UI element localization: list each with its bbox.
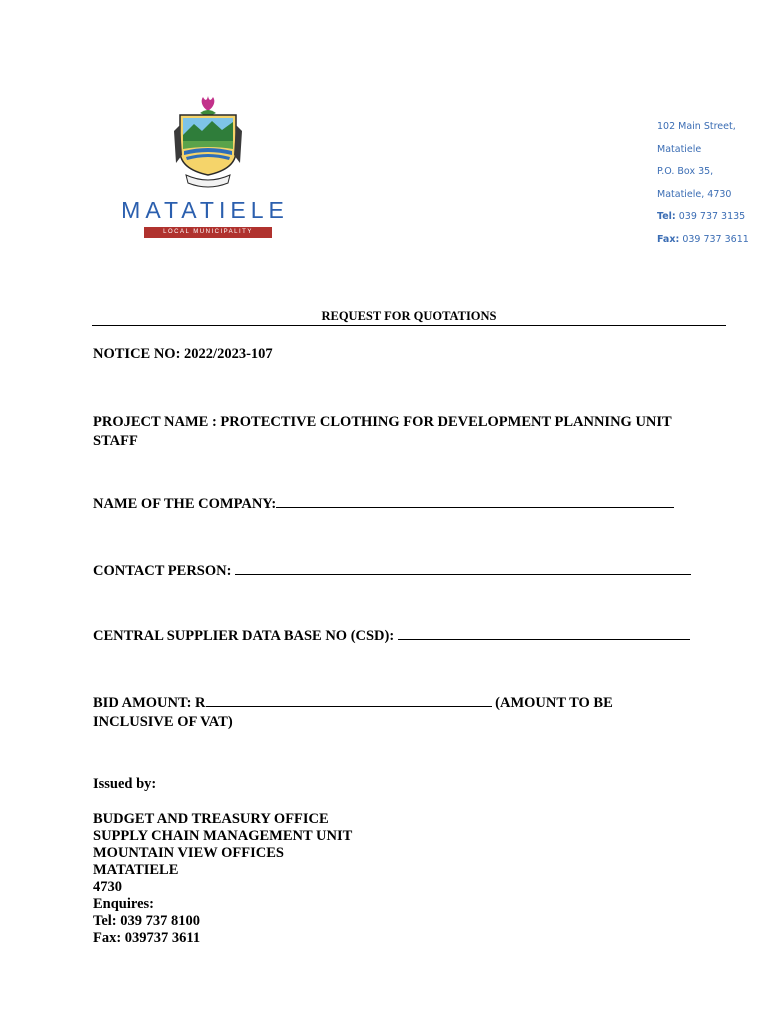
fax-value: 039 737 3611 <box>682 233 749 245</box>
contact-person-blank[interactable] <box>235 560 691 575</box>
issuer-line: MOUNTAIN VIEW OFFICES <box>93 845 284 861</box>
csd-number-row <box>93 625 690 645</box>
issued-by-label: Issued by: <box>93 776 157 792</box>
bid-amount-row <box>93 692 733 732</box>
contact-person-row <box>93 560 691 580</box>
company-name-row <box>93 493 674 513</box>
address-block <box>657 120 767 255</box>
address-line: Matatiele, 4730 <box>657 188 732 200</box>
telephone-line <box>657 210 767 233</box>
title-divider <box>92 325 726 326</box>
company-name-label: NAME OF THE COMPANY: <box>93 496 277 512</box>
issuer-line: BUDGET AND TREASURY OFFICE <box>93 811 329 827</box>
issuer-line: Tel: 039 737 8100 <box>93 913 201 929</box>
municipality-logo <box>100 95 310 245</box>
address-line: 102 Main Street, <box>657 121 736 132</box>
bid-amount-note: INCLUSIVE OF VAT) <box>93 714 233 730</box>
bid-amount-label: BID AMOUNT: R <box>93 695 206 711</box>
csd-number-label: CENTRAL SUPPLIER DATA BASE NO (CSD): <box>93 628 395 644</box>
issuer-line: MATATIELE <box>93 862 179 878</box>
issuer-line: Enquires: <box>93 896 154 912</box>
company-name-blank[interactable] <box>276 493 674 508</box>
csd-number-blank[interactable] <box>398 625 690 640</box>
issuer-line: 4730 <box>93 879 122 895</box>
tel-value: 039 737 3135 <box>678 211 746 222</box>
notice-number: NOTICE NO: 2022/2023-107 <box>93 346 273 362</box>
fax-label: Fax: <box>657 233 680 245</box>
issuer-line: SUPPLY CHAIN MANAGEMENT UNIT <box>93 828 353 844</box>
logo-subtitle: LOCAL MUNICIPALITY <box>144 227 272 238</box>
contact-person-label: CONTACT PERSON: <box>93 563 232 579</box>
bid-amount-blank[interactable] <box>206 692 492 707</box>
logo-wordmark: MATATIELE <box>121 197 289 223</box>
coat-of-arms-icon <box>172 95 244 191</box>
fax-line <box>657 233 767 256</box>
address-line: Matatiele <box>657 143 702 155</box>
issuer-block <box>93 811 352 947</box>
project-name-line: PROJECT NAME : PROTECTIVE CLOTHING FOR DEVELOPMENT PLANNING UNIT <box>93 414 672 430</box>
bid-amount-note: (AMOUNT TO BE <box>495 695 613 711</box>
issuer-line: Fax: 039737 3611 <box>93 930 201 946</box>
document-title: REQUEST FOR QUOTATIONS <box>321 309 497 323</box>
address-line: P.O. Box 35, <box>657 166 714 177</box>
tel-label: Tel: <box>657 211 676 222</box>
project-name-line: STAFF <box>93 433 138 449</box>
project-name <box>93 413 733 451</box>
